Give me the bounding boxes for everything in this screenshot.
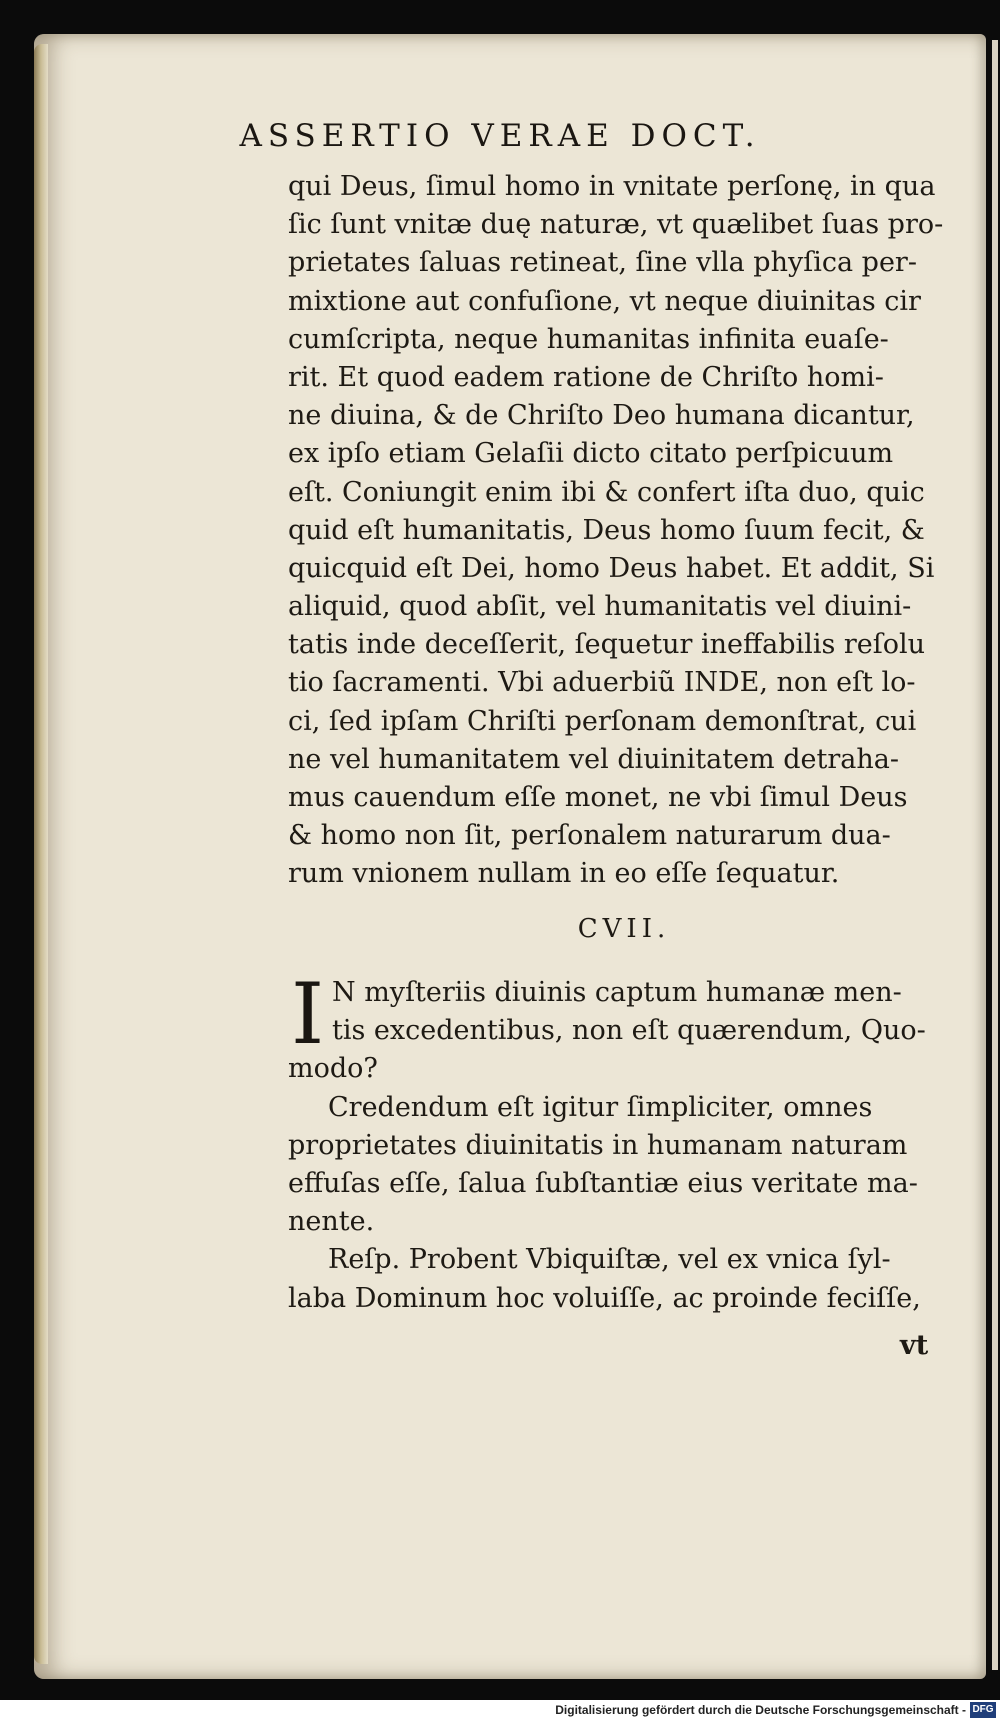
text-line: quid eſt humanitatis, Deus homo ſuum fecit, & (288, 514, 925, 546)
page-gutter-edge (34, 44, 48, 1664)
text-line: laba Dominum hoc voluiſſe, ac proinde feciſſe, (288, 1282, 921, 1314)
catchword: vt (900, 1330, 929, 1361)
text-line: mixtione aut confuſione, vt neque diuinitas cir (288, 285, 921, 317)
text-line: ex ipſo etiam Gelaſii dicto citato perſpicuum (288, 438, 894, 470)
text-line: ne vel humanitatem vel diuinitatem detraha- (288, 743, 899, 775)
running-head: ASSERTIO VERAE DOCT. (239, 118, 761, 154)
text-line: effuſas eſſe, ſalua ſubſtantiæ eius veritate ma- (288, 1167, 918, 1199)
funding-credit: Digitalisierung gefördert durch die Deutsche Forschungsgemeinschaft - (555, 1703, 966, 1717)
dfg-logo-icon: DFG (970, 1702, 996, 1718)
page-right-edge (992, 40, 998, 1670)
text-line: N myſteriis diuinis captum humanæ men- (332, 977, 902, 1008)
paragraph-2-block (288, 965, 960, 1318)
text-line: nente. (288, 1206, 375, 1238)
text-line: modo? (288, 1053, 378, 1085)
text-line: mus cauendum eſſe monet, ne vbi ſimul Deus (288, 782, 908, 813)
drop-cap-initial: I (291, 965, 325, 1063)
text-line: Reſp. Probent Vbiquiſtæ, vel ex vnica ſyl- (328, 1244, 891, 1276)
text-line: Credendum eſt igitur ſimpliciter, omnes (328, 1091, 873, 1123)
text-line: cumſcripta, neque humanitas infinita euaſe- (288, 323, 889, 355)
text-line: ſic ſunt vnitæ duę naturæ, vt quælibet ſuas pro- (288, 209, 944, 241)
text-line: tis excedentibus, non eſt quærendum, Quo- (332, 1015, 926, 1047)
text-line: proprietates diuinitatis in humanam naturam (288, 1129, 908, 1161)
text-line: aliquid, quod abſit, vel humanitatis vel diuini- (288, 591, 912, 623)
text-line: prietates ſaluas retineat, ſine vlla phyſica per- (288, 247, 917, 279)
text-line: eſt. Coniungit enim ibi & confert iſta duo, quic (288, 476, 925, 508)
section-heading: CVII. (577, 914, 671, 944)
text-line: ci, ſed ipſam Chriſti perſonam demonſtrat, cui (288, 705, 917, 737)
paragraph-1 (288, 168, 960, 894)
text-line: & homo non ſit, perſonalem naturarum dua- (288, 820, 891, 852)
text-line: quicquid eſt Dei, homo Deus habet. Et addit, Si (288, 552, 935, 584)
text-line: rit. Et quod eadem ratione de Chriſto homi- (288, 361, 884, 393)
text-line: rum vnionem nullam in eo eſſe ſequatur. (288, 858, 840, 890)
text-line: ne diuina, & de Chriſto Deo humana dicantur, (288, 400, 915, 432)
text-line: qui Deus, ſimul homo in vnitate perſonę, in qua (288, 171, 936, 202)
text-line: tatis inde deceſſerit, ſequetur ineffabilis reſolu (288, 629, 926, 661)
text-line: tio ſacramenti. Vbi aduerbiũ INDE, non eſt lo- (288, 667, 916, 699)
